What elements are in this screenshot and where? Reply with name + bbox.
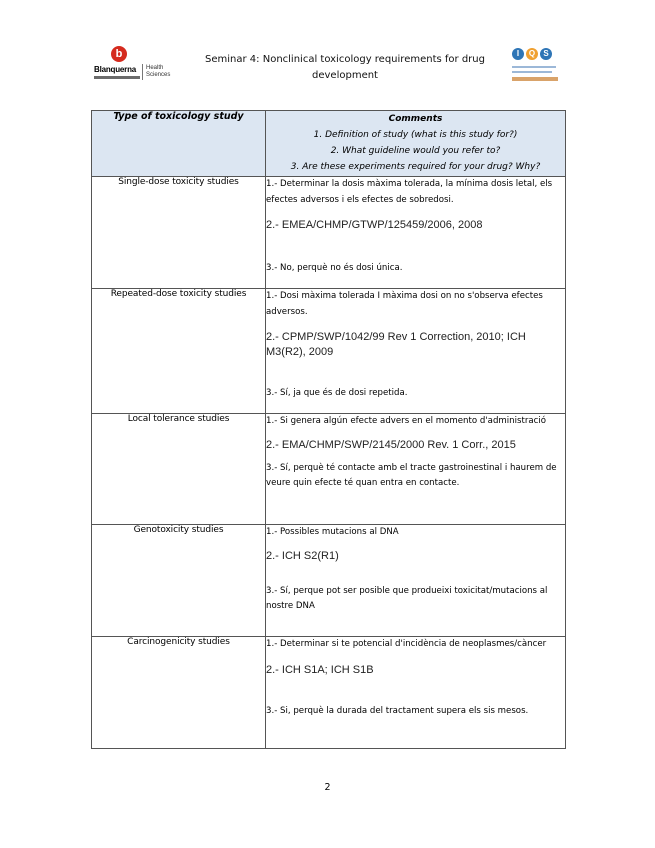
comment-guideline: 2.- ICH S1A; ICH S1B [266, 663, 374, 676]
iqs-letter-i: I [512, 48, 524, 60]
iqs-line-2 [512, 71, 552, 73]
comments-question-2: 2. What guideline would you refer to? [330, 146, 501, 156]
comment-guideline: 2.- EMA/CHMP/SWP/2145/2000 Rev. 1 Corr., 2015 [266, 438, 516, 451]
study-type-cell: Local tolerance studies [92, 414, 266, 525]
comment-required: 3.- Sí, ja que és de dosi repetida. [266, 388, 408, 398]
study-type-cell: Genotoxicity studies [92, 525, 266, 637]
iqs-letter-s: S [540, 48, 552, 60]
table-row [92, 637, 566, 749]
header-comments [266, 111, 566, 177]
comment-definition: 1.- Determinar si te potencial d'incidència de neoplasmes/càncer [266, 639, 547, 649]
comments-question-3: 3. Are these experiments required for your drug? Why? [290, 162, 541, 172]
page-number: 2 [324, 782, 331, 793]
comment-required: 3.- Sí, perque pot ser posible que produeixi toxicitat/mutacions al nostre DNA [266, 585, 548, 611]
table-row [92, 525, 566, 637]
iqs-logo [510, 48, 562, 86]
iqs-line-1 [512, 66, 556, 68]
logo-brand-name: Blanquerna [94, 65, 137, 74]
comment-guideline: 2.- EMEA/CHMP/GTWP/125459/2006, 2008 [266, 219, 483, 231]
header-study-type: Type of toxicology study [92, 111, 266, 177]
comment-cell [266, 525, 566, 637]
table-row [92, 414, 566, 525]
comment-definition: 1.- Dosi màxima tolerada I màxima dosi on no s'observa efectes adversos. [266, 291, 543, 317]
comments-title: Comments [388, 114, 443, 124]
comment-definition: 1.- Possibles mutacions al DNA [266, 527, 399, 537]
logo-underline [94, 76, 140, 79]
logo-subtext: Health Sciences [146, 65, 171, 78]
header-title: Seminar 4: Nonclinical toxicology requirements for drug development [205, 54, 485, 81]
logo-badge: b [111, 46, 127, 62]
logo-separator [142, 64, 143, 80]
comment-definition: 1.- Determinar la dosis màxima tolerada, la mínima dosis letal, els efectes adversos i els efectes de sobredosi. [266, 179, 553, 205]
study-type-cell: Carcinogenicity studies [92, 637, 266, 749]
toxicology-table [91, 110, 566, 749]
iqs-bar [512, 77, 558, 81]
comment-required: 3.- Sí, perquè té contacte amb el tracte gastroinestinal i haurem de veure quin efecte té quan entra en contacte. [266, 462, 557, 488]
comment-definition: 1.- Si genera algún efecte advers en el momento d'administració [266, 416, 547, 426]
study-type-cell: Repeated-dose toxicity studies [92, 289, 266, 414]
comment-required: 3.- Si, perquè la durada del tractament supera els sis mesos. [266, 705, 529, 716]
table-row [92, 177, 566, 289]
table-header-row [92, 111, 566, 177]
table-row [92, 289, 566, 414]
comment-cell [266, 637, 566, 749]
comments-question-1: 1. Definition of study (what is this study for?) [313, 130, 518, 140]
iqs-letter-q: Q [526, 48, 538, 60]
comment-guideline: 2.- ICH S2(R1) [266, 549, 339, 562]
comment-required: 3.- No, perquè no és dosi única. [266, 263, 403, 273]
blanquerna-logo [94, 46, 174, 86]
study-type-cell: Single-dose toxicity studies [92, 177, 266, 289]
comment-cell [266, 177, 566, 289]
comment-guideline: 2.- CPMP/SWP/1042/99 Rev 1 Correction, 2010; ICH M3(R2), 2009 [266, 331, 526, 358]
comment-cell [266, 289, 566, 414]
comment-cell [266, 414, 566, 525]
